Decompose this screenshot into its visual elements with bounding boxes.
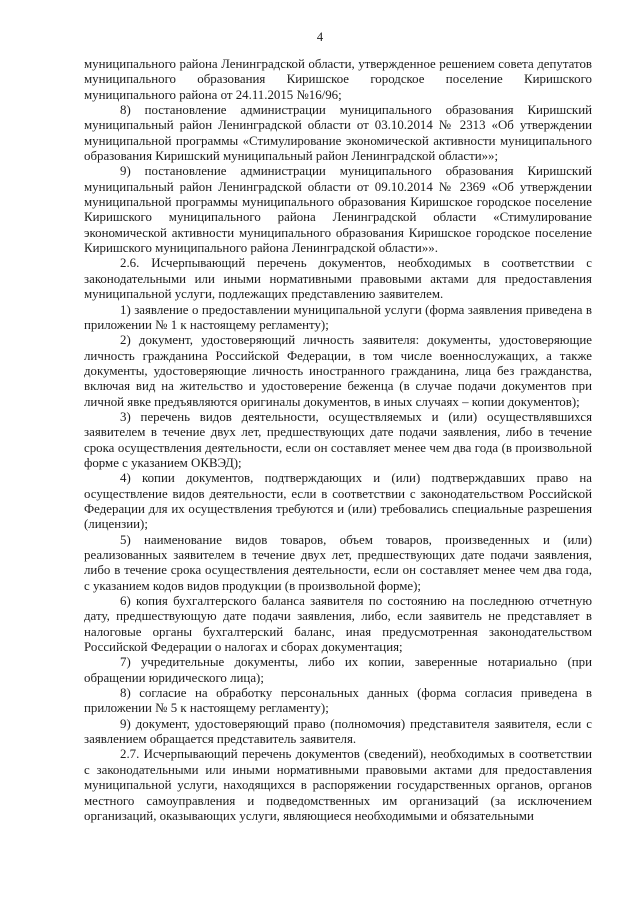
list-item-2: 2) документ, удостоверяющий личность заявителя: документы, удостоверяющие личность гражданина Российской Федерации, в том числе военнослужащих, а также документы, удостоверяющие личность иностранного гражданина, лица без гражданства, включая вид на жительство и удостоверение беженца (в случае подачи документов при личной явке предъявляются оригиналы документов, в иных случаях – копии документов); [84,333,592,409]
section-2-6-heading-paragraph: 2.6. Исчерпывающий перечень документов, необходимых в соответствии с законодательными или иными нормативными правовыми актами для предоставления муниципальной услуги, подлежащих представлению заявителем. [84,256,592,302]
list-item-8: 8) согласие на обработку персональных данных (форма согласия приведена в приложении № 5 к настоящему регламенту); [84,686,592,716]
list-item-1: 1) заявление о предоставлении муниципальной услуги (форма заявления приведена в приложении № 1 к настоящему регламенту); [84,302,592,332]
section-2-7-paragraph: 2.7. Исчерпывающий перечень документов (сведений), необходимых в соответствии с законодательными или иными нормативными правовыми актами для предоставления муниципальной услуги, находящихся в распоряжении государственных органов, органов местного самоуправления и подведомственных им организаций (за исключением организаций, оказывающих услуги, являющиеся необходимыми и обязательными [84,747,592,823]
list-item-7: 7) учредительные документы, либо их копии, заверенные нотариально (при обращении юридического лица); [84,655,592,685]
paragraph-continuation: муниципального района Ленинградской области, утвержденное решением совета депутатов муниципального образования Киришское городское поселение Киришского муниципального района от 24.11.2015 №16/96; [84,57,592,102]
list-item-6: 6) копия бухгалтерского баланса заявителя по состоянию на последнюю отчетную дату, предшествующую дате подачи заявления, либо, если заявитель не представляет в налоговые органы бухгалтерский баланс, иная предусмотренная законодательством Российской Федерации о налогах и сборах документация; [84,594,592,655]
list-item-9: 9) документ, удостоверяющий право (полномочия) представителя заявителя, если с заявлением обращается представитель заявителя. [84,716,592,747]
list-item-5: 5) наименование видов товаров, объем товаров, произведенных и (или) реализованных заявителем в течение двух лет, предшествующих дате подачи заявления, либо в течение срока осуществления деятельности, если он составляет менее чем два года, с указанием кодов видов продукции (в произвольной форме); [84,532,592,593]
paragraph-item-8-resolution: 8) постановление администрации муниципального образования Киришский муниципальный район Ленинградской области от 03.10.2014 № 2313 «Об утверждении муниципальной программы «Стимулирование экономической активности муниципального образования Киришский муниципальный район Ленинградской области»»; [84,103,592,164]
list-item-3: 3) перечень видов деятельности, осуществляемых и (или) осуществлявшихся заявителем в течение двух лет, предшествующих дате подачи заявления, либо в течение срока осуществления деятельности, если он составляет менее чем два года (в произвольной форме с указанием ОКВЭД); [84,409,592,470]
page-number: 4 [316,30,324,44]
document-body [84,57,592,824]
paragraph-item-9-resolution: 9) постановление администрации муниципального образования Киришский муниципальный район Ленинградской области от 09.10.2014 № 2369 «Об утверждении муниципальной программы муниципального образования Киришское городское поселение Киришского муниципального района Ленинградской области «Стимулирование экономической активности муниципального образования Киришское городское поселение Киришского муниципального района Ленинградской области»». [84,164,592,256]
list-item-4: 4) копии документов, подтверждающих и (или) подтверждавших право на осуществление видов деятельности, если в соответствии с законодательством Российской Федерации для их осуществления требуются и (или) требовались специальные разрешения (лицензии); [84,471,592,532]
